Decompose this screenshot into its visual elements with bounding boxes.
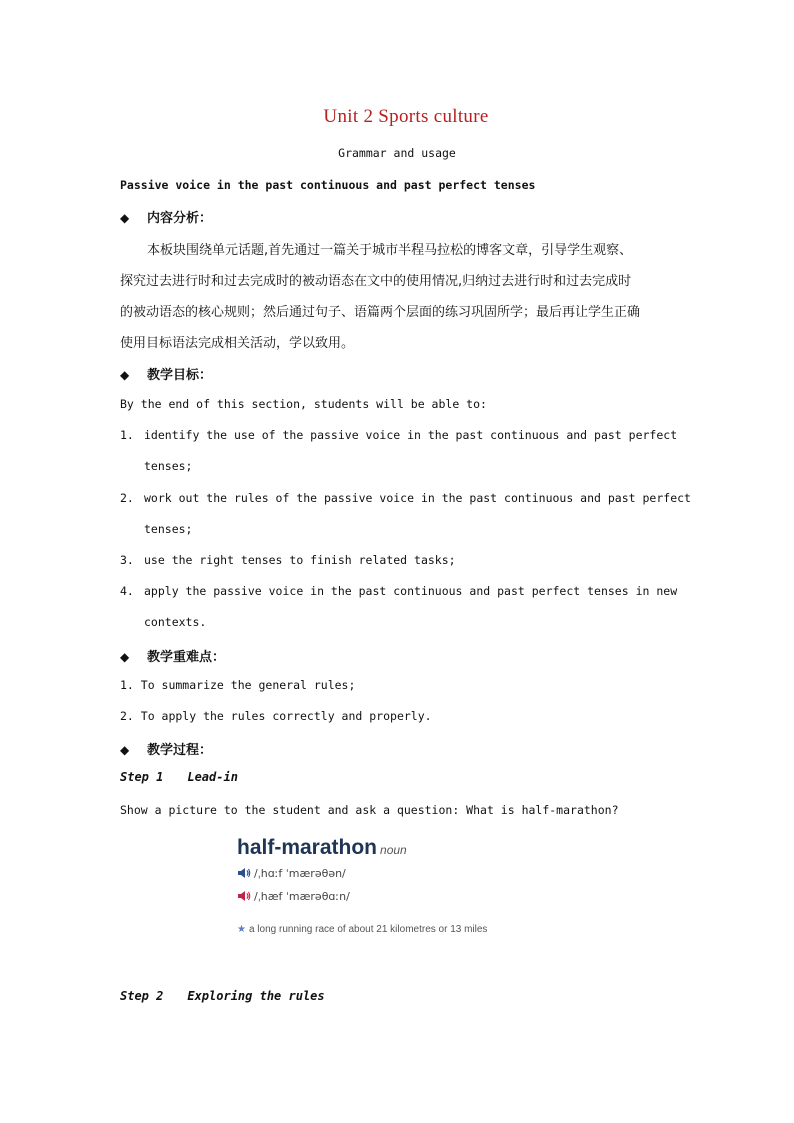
lesson-title: Passive voice in the past continuous and past perfect tenses <box>120 178 536 192</box>
section-heading-key-points: ◆ 教学重难点： <box>120 650 226 665</box>
content-paragraph-line: 探究过去进行时和过去完成时的被动语态在文中的使用情况,归纳过去进行时和过去完成时 <box>120 274 632 289</box>
dictionary-definition: ★ a long running race of about 21 kilometres or 13 miles <box>237 924 488 935</box>
pronunciation-uk: /ˌhɑːf ˈmærəθən/ <box>237 867 346 880</box>
document-subtitle: Grammar and usage <box>338 146 456 160</box>
step-1-text: Show a picture to the student and ask a question: What is half-marathon? <box>120 803 619 817</box>
content-paragraph-line: 使用目标语法完成相关活动，学以致用。 <box>120 336 355 351</box>
objective-item: 2. work out the rules of the passive voice in the past continuous and past perfect <box>120 491 691 505</box>
objective-item-continuation: tenses; <box>144 459 193 473</box>
diamond-bullet-icon: ◆ <box>120 368 130 382</box>
dictionary-word: half-marathon noun <box>237 836 407 859</box>
diamond-bullet-icon: ◆ <box>120 743 130 757</box>
key-point-item: 2. To apply the rules correctly and properly. <box>120 709 432 723</box>
document-title: Unit 2 Sports culture <box>323 106 489 127</box>
objective-item-continuation: tenses; <box>144 522 193 536</box>
step-1-heading: Step 1 Lead-in <box>120 770 238 784</box>
dictionary-entry-image <box>237 836 537 946</box>
part-of-speech: noun <box>380 843 407 857</box>
star-icon: ★ <box>237 924 246 935</box>
diamond-bullet-icon: ◆ <box>120 650 130 664</box>
objective-item: 3. use the right tenses to finish related tasks; <box>120 553 456 567</box>
objective-item: 1. identify the use of the passive voice in the past continuous and past perfect <box>120 428 678 442</box>
step-2-heading: Step 2 Exploring the rules <box>120 989 325 1003</box>
diamond-bullet-icon: ◆ <box>120 211 130 225</box>
objective-item-continuation: contexts. <box>144 615 207 629</box>
content-paragraph-line: 的被动语态的核心规则；然后通过句子、语篇两个层面的练习巩固所学；最后再让学生正确 <box>120 305 641 320</box>
key-point-item: 1. To summarize the general rules; <box>120 678 356 692</box>
section-heading-objectives: ◆ 教学目标： <box>120 368 213 383</box>
objective-item: 4. apply the passive voice in the past continuous and past perfect tenses in new <box>120 584 678 598</box>
pronunciation-us: /ˌhæf ˈmærəθɑːn/ <box>237 890 350 903</box>
content-paragraph-line: 本板块围绕单元话题,首先通过一篇关于城市半程马拉松的博客文章，引导学生观察、 <box>147 243 633 258</box>
objectives-intro: By the end of this section, students will be able to: <box>120 397 487 411</box>
speaker-icon <box>237 890 251 902</box>
section-heading-process: ◆ 教学过程： <box>120 743 213 758</box>
section-heading-content: ◆ 内容分析： <box>120 211 213 226</box>
speaker-icon <box>237 867 251 879</box>
